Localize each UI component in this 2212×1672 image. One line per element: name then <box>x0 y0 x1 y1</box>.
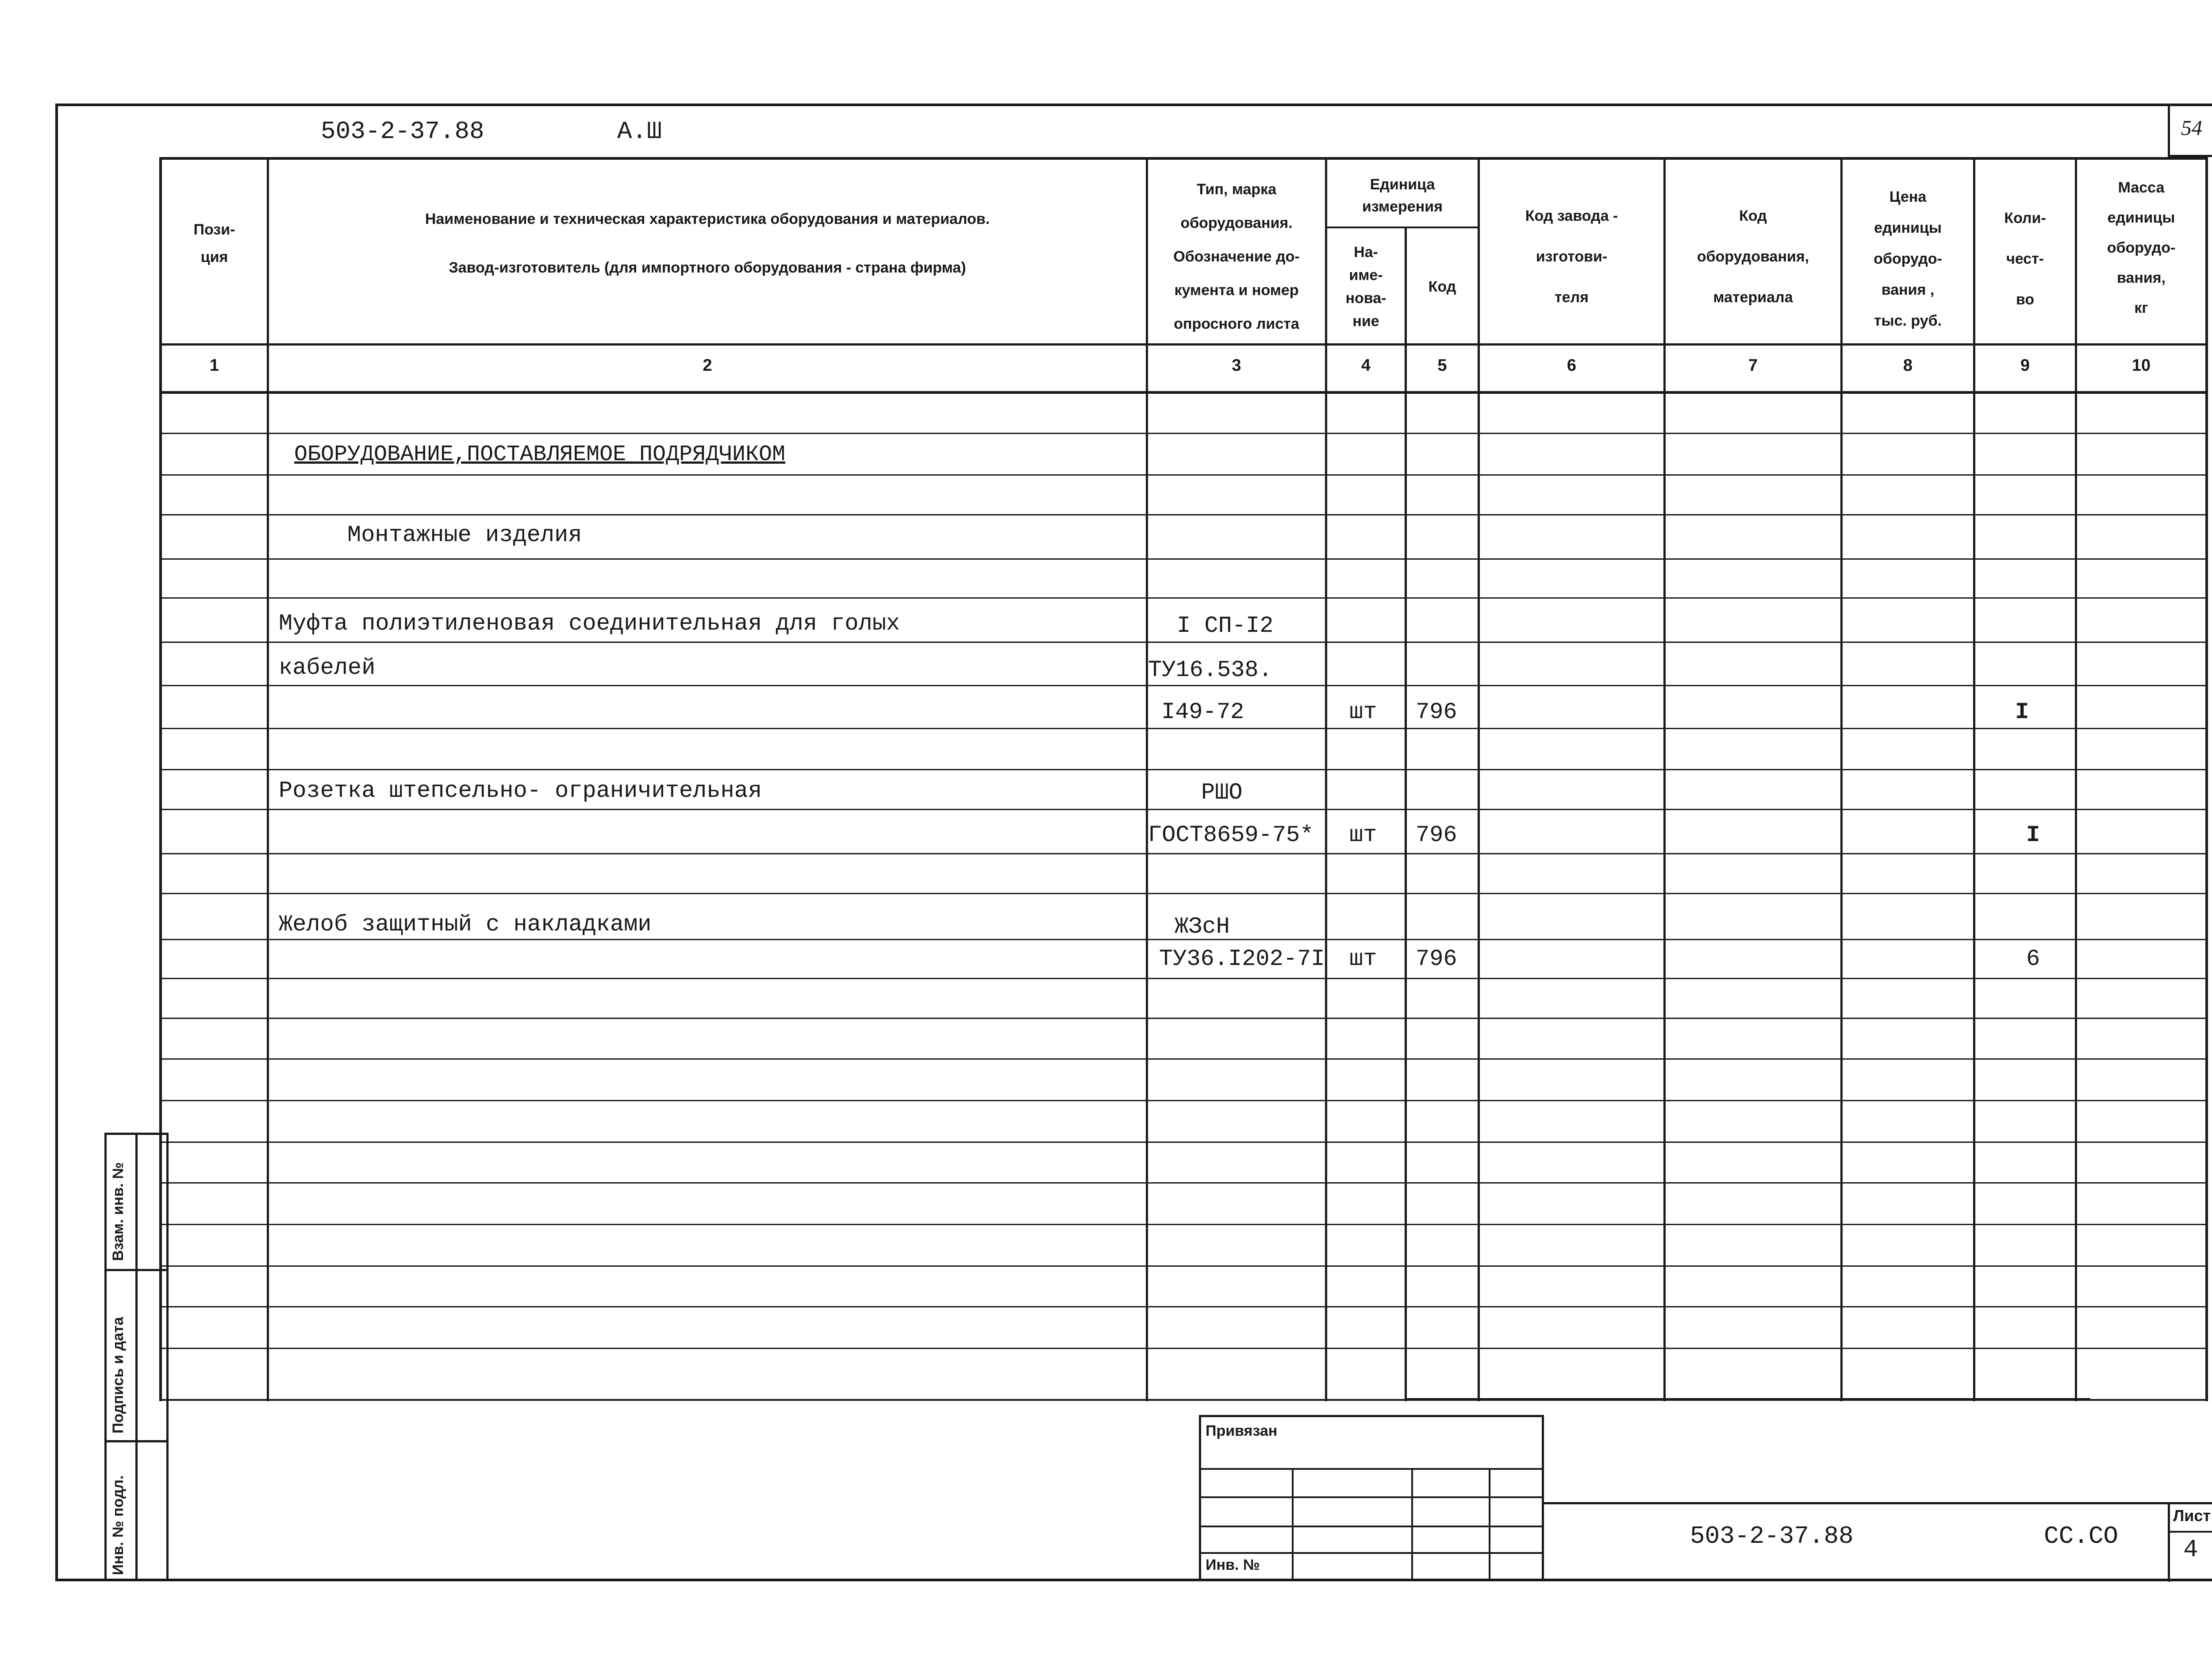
stamp-document-code: 503-2-37.88 <box>1690 1522 1854 1550</box>
item3-unit: шт <box>1349 946 1377 972</box>
col-number-9: 9 <box>2020 356 2030 375</box>
item2-unit: шт <box>1349 822 1377 848</box>
header-unit-group: Единица измерения <box>1362 176 1443 215</box>
item3-name: Желоб защитный с накладками <box>279 911 652 938</box>
item1-quantity: I <box>2015 699 2029 725</box>
header-unit-name: На- име- нова- ние <box>1345 244 1386 330</box>
header-unit-mass: Масса единицы оборудо- вания, кг <box>2107 179 2176 316</box>
header-equipment-code: Код оборудования, материала <box>1697 208 1809 306</box>
sheet-corner-number: 54 <box>2181 116 2202 140</box>
side-label-replaced-inv: Взам. инв. № <box>110 1162 127 1261</box>
item3-type-line2: ТУ36.I202-7I <box>1159 946 1325 972</box>
stamp-inv-no-label: Инв. № <box>1206 1557 1260 1573</box>
header-name-characteristics: Наименование и техническая характеристика оборудования и материалов. Завод-изготовитель (для импортного оборудования - страна фирма) <box>425 211 990 276</box>
col-number-3: 3 <box>1232 356 1241 375</box>
item2-name: Розетка штепсельно- ограничительная <box>279 778 762 804</box>
item3-quantity: 6 <box>2026 946 2040 972</box>
stamp-privyazan-label: Привязан <box>1206 1422 1278 1439</box>
top-album-code: А.Ш <box>617 117 662 146</box>
section-title: ОБОРУДОВАНИЕ,ПОСТАВЛЯЕМОЕ ПОДРЯДЧИКОМ <box>294 442 786 467</box>
subsection-title: Монтажные изделия <box>347 522 582 548</box>
item3-code: 796 <box>1416 946 1457 972</box>
item1-type-line3: I49-72 <box>1161 699 1244 725</box>
side-label-inv-no-orig: Инв. № подл. <box>110 1475 127 1575</box>
side-label-signature-date: Подпись и дата <box>110 1317 127 1434</box>
item2-type-line1: РШО <box>1201 780 1243 806</box>
item1-unit: шт <box>1349 699 1377 725</box>
header-position: Пози- ция <box>193 221 235 265</box>
item1-name-line2: кабелей <box>279 655 376 681</box>
item3-type-line1: ЖЗсН <box>1175 914 1230 940</box>
col-number-1: 1 <box>209 356 219 375</box>
col-number-5: 5 <box>1437 356 1447 375</box>
header-quantity: Коли- чест- во <box>2004 210 2046 308</box>
header-unit-code: Код <box>1428 278 1456 295</box>
header-manufacturer-code: Код завода - изготови- теля <box>1525 208 1618 306</box>
col-number-6: 6 <box>1567 356 1577 375</box>
item1-code: 796 <box>1416 699 1457 725</box>
stamp-sheet-label: Лист <box>2173 1507 2211 1525</box>
item2-quantity: I <box>2026 822 2040 848</box>
stamp-document-mark: СС.СО <box>2044 1522 2119 1550</box>
col-number-2: 2 <box>703 356 712 375</box>
col-number-4: 4 <box>1361 356 1371 375</box>
header-type-brand: Тип, марка оборудования. Обозначение до- кумента и номер опросного листа <box>1173 181 1300 332</box>
item1-type-line2: ТУ16.538. <box>1148 657 1272 683</box>
item1-name-line1: Муфта полиэтиленовая соединительная для голых <box>279 611 900 637</box>
header-unit-price: Цена единицы оборудо- вания , тыс. руб. <box>1874 188 1942 329</box>
stamp-sheet-number: 4 <box>2183 1535 2198 1564</box>
item2-code: 796 <box>1416 822 1457 848</box>
col-number-7: 7 <box>1748 356 1758 375</box>
top-document-code: 503-2-37.88 <box>321 117 484 146</box>
col-number-8: 8 <box>1903 356 1913 375</box>
item1-type-line1: I СП-I2 <box>1177 613 1274 639</box>
col-number-10: 10 <box>2131 356 2151 375</box>
item2-type-line2: ГОСТ8659-75* <box>1148 822 1314 848</box>
